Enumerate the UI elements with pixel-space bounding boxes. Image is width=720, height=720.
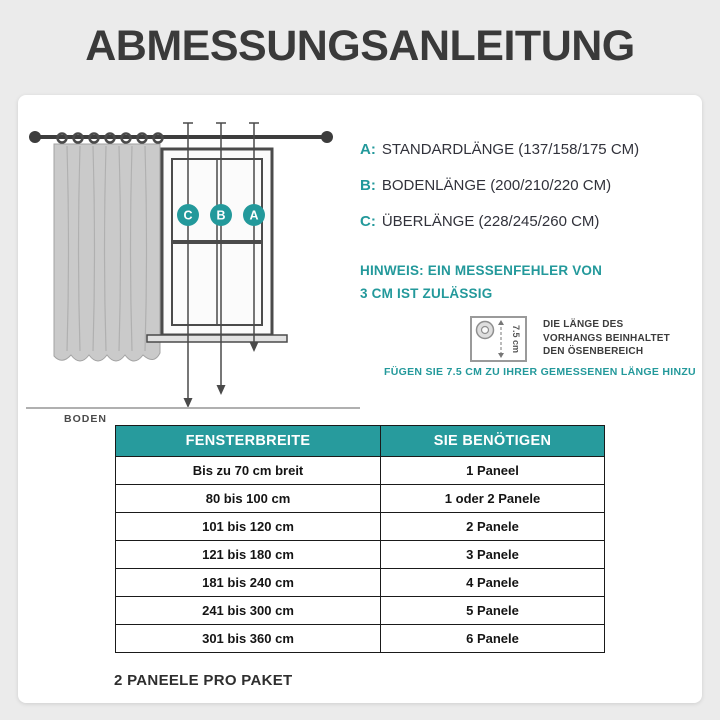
floor-label: BODEN [64,413,107,425]
cell-panels-needed: 2 Panele [381,513,605,541]
grommet-note-line2: VORHANGS BEINHALTET [543,332,670,344]
length-item-c [360,213,639,249]
grommet-measure-icon [470,316,527,362]
grommet-add-note: FÜGEN SIE 7.5 CM ZU IHRER GEMESSENEN LÄNGE HINZU [384,366,696,378]
cell-window-width: 181 bis 240 cm [116,569,381,597]
hinweis-line2: 3 CM IST ZULÄSSIG [360,286,493,301]
cell-window-width: 101 bis 120 cm [116,513,381,541]
length-c-prefix: C: [360,213,376,230]
size-table [115,425,605,653]
header-fensterbreite: FENSTERBREITE [116,426,381,457]
cell-panels-needed: 5 Panele [381,597,605,625]
header-sie-benoetigen: SIE BENÖTIGEN [381,426,605,457]
table-row [116,597,605,625]
length-a-prefix: A: [360,141,376,158]
measure-markers [177,204,265,226]
cell-window-width: 121 bis 180 cm [116,541,381,569]
length-legend [360,141,639,249]
table-row [116,569,605,597]
cell-window-width: Bis zu 70 cm breit [116,457,381,485]
length-a-text: STANDARDLÄNGE (137/158/175 CM) [381,141,640,158]
length-b-prefix: B: [360,177,376,194]
grommet-note-line1: DIE LÄNGE DES [543,319,624,330]
cell-panels-needed: 4 Panele [381,569,605,597]
table-header-row [116,426,605,457]
curtain-measure-diagram [26,103,366,425]
cell-panels-needed: 1 oder 2 Panele [381,485,605,513]
hinweis-line1: HINWEIS: EIN MESSENFEHLER VON [360,263,603,278]
table-row [116,513,605,541]
cell-panels-needed: 6 Panele [381,625,605,653]
cell-window-width: 301 bis 360 cm [116,625,381,653]
table-row [116,625,605,653]
grommet-note [470,316,670,362]
length-b-text: BODENLÄNGE (200/210/220 CM) [381,177,612,194]
grommet-measure-label: 7.5 cm [511,324,521,354]
cell-panels-needed: 3 Panele [381,541,605,569]
table-row [116,485,605,513]
window-sill [147,335,287,342]
curtain-panel [54,144,160,361]
marker-a-label: A [249,208,259,223]
table-row [116,541,605,569]
length-item-a [360,141,639,177]
cell-panels-needed: 1 Paneel [381,457,605,485]
floor [26,408,360,425]
guide-card [18,95,702,703]
length-item-b [360,177,639,213]
marker-b-label: B [216,208,226,223]
footer-note: 2 PANEELE PRO PAKET [114,672,293,689]
grommet-note-text [543,316,670,359]
cell-window-width: 80 bis 100 cm [116,485,381,513]
window [147,149,287,342]
hinweis-note [360,259,602,305]
cell-window-width: 241 bis 300 cm [116,597,381,625]
table-row [116,457,605,485]
length-c-text: ÜBERLÄNGE (228/245/260 CM) [381,213,600,230]
page-title: ABMESSUNGSANLEITUNG [85,22,635,70]
grommet-note-line3: DEN ÖSENBEREICH [543,346,644,357]
marker-c-label: C [183,208,193,223]
